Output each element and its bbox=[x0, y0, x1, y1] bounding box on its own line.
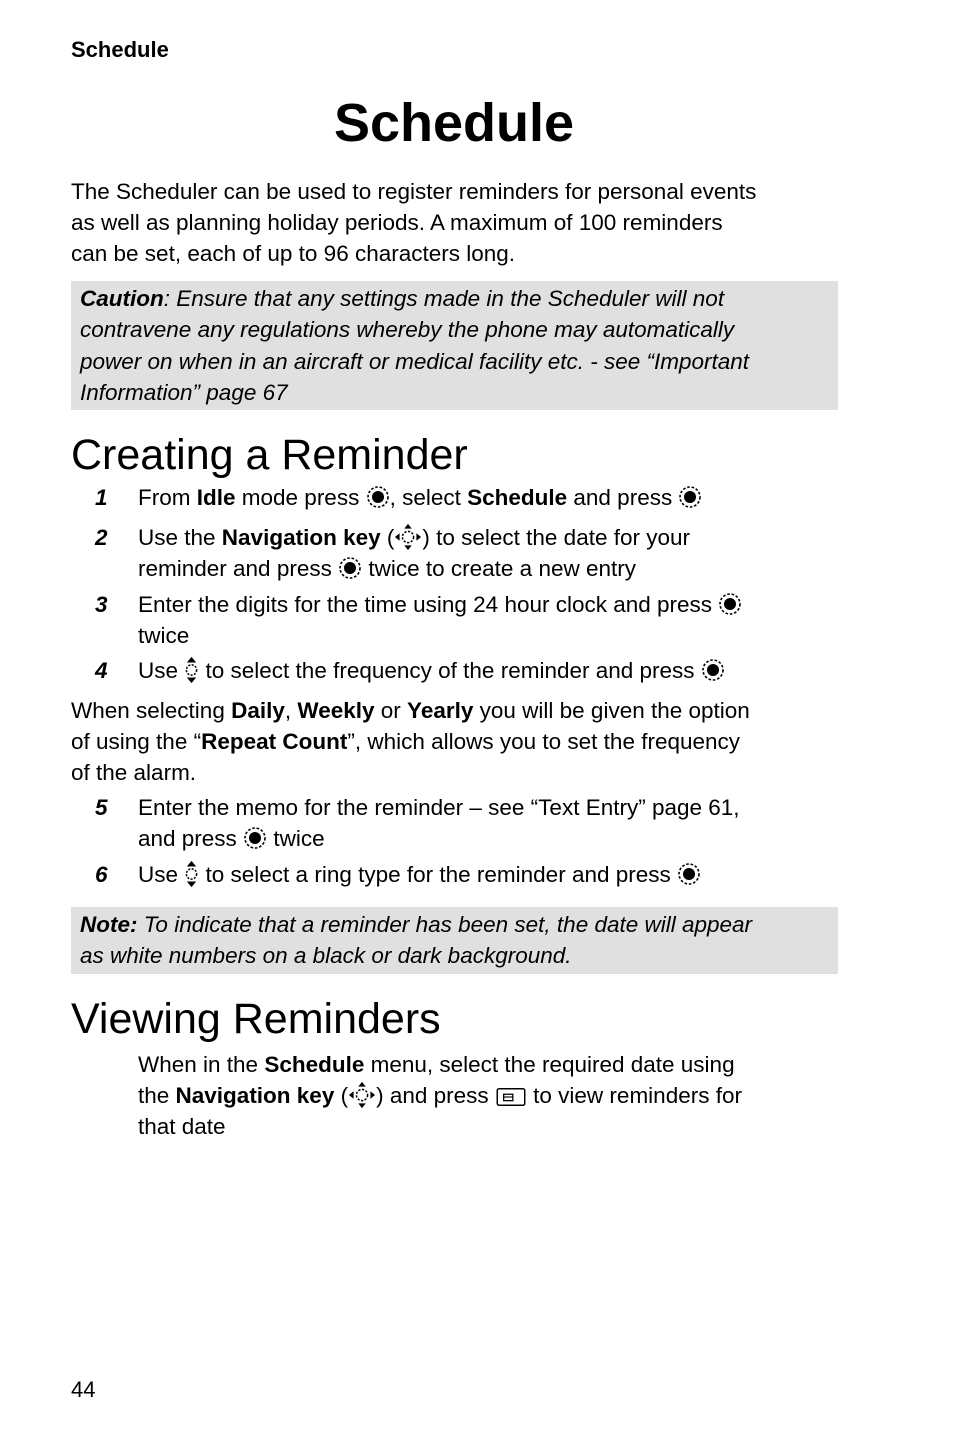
navigation-key-icon bbox=[394, 523, 422, 551]
step-number: 6 bbox=[95, 862, 108, 887]
section-heading-creating: Creating a Reminder bbox=[71, 431, 468, 479]
select-key-icon bbox=[366, 485, 390, 509]
caution-box: Caution: Ensure that any settings made in the Scheduler will not contravene any regulations whereby the phone may automatically power on when in an aircraft or medical facility etc. - see “Important Information” page 67 bbox=[71, 281, 838, 410]
page-title: Schedule bbox=[333, 93, 575, 153]
select-key-icon bbox=[677, 862, 701, 886]
select-key-icon bbox=[338, 556, 362, 580]
select-key-icon bbox=[678, 485, 702, 509]
step-number: 4 bbox=[95, 658, 108, 683]
select-key-icon bbox=[701, 658, 725, 682]
step-number: 1 bbox=[95, 485, 108, 510]
step-number: 5 bbox=[95, 795, 108, 820]
running-header: Schedule bbox=[71, 37, 169, 62]
step-number: 2 bbox=[95, 525, 108, 550]
section-heading-viewing: Viewing Reminders bbox=[71, 995, 441, 1043]
viewing-paragraph: When in the Schedule menu, select the required date using the Navigation key ( ) and press to view reminders for that date bbox=[138, 1052, 742, 1139]
step-number: 3 bbox=[95, 592, 108, 617]
soft-key-icon bbox=[495, 1086, 527, 1108]
intro-line: The Scheduler can be used to register reminders for personal events bbox=[71, 179, 757, 204]
up-down-key-icon bbox=[184, 656, 199, 684]
caution-label: Caution bbox=[80, 286, 164, 311]
intro-line: as well as planning holiday periods. A maximum of 100 reminders bbox=[71, 210, 723, 235]
navigation-key-icon bbox=[348, 1081, 376, 1109]
repeat-count-paragraph: When selecting Daily, Weekly or Yearly you will be given the option of using the “Repeat Count”, which allows you to set the frequency of the alarm. bbox=[71, 698, 750, 785]
note-box: Note: To indicate that a reminder has been set, the date will appear as white numbers on a black or dark background. bbox=[71, 907, 838, 974]
intro-paragraph bbox=[71, 176, 851, 269]
select-key-icon bbox=[243, 826, 267, 850]
select-key-icon bbox=[718, 592, 742, 616]
up-down-key-icon bbox=[184, 860, 199, 888]
intro-line: can be set, each of up to 96 characters long. bbox=[71, 241, 516, 266]
page-number: 44 bbox=[71, 1377, 96, 1402]
note-label: Note: bbox=[80, 912, 138, 937]
